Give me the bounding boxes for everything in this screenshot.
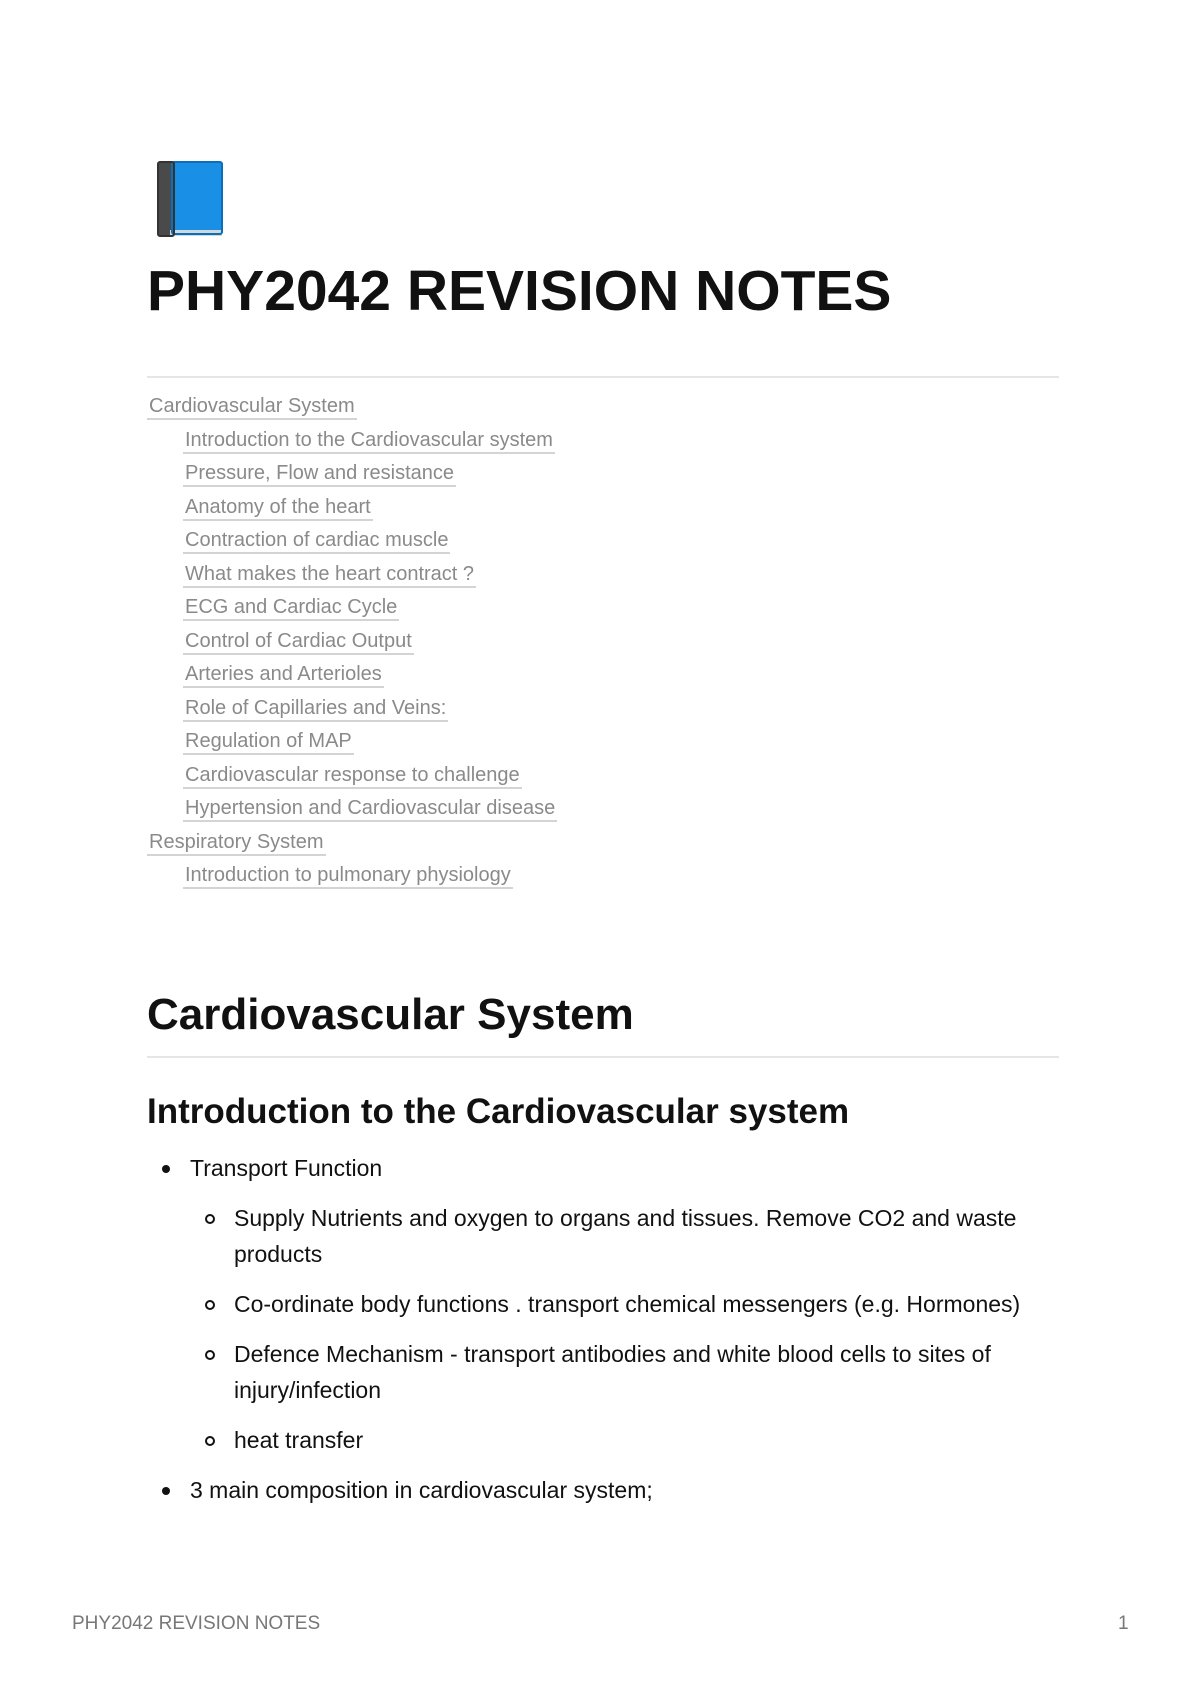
- bullet-circle-icon: [205, 1214, 215, 1224]
- blue-book-icon: [156, 160, 224, 238]
- blue-book-icon-svg: [156, 160, 224, 238]
- bullet-circle-icon: [205, 1350, 215, 1360]
- footer-page-number: 1: [1118, 1613, 1129, 1634]
- document-title: PHY2042 REVISION NOTES: [147, 259, 892, 323]
- toc-link-ecg[interactable]: ECG and Cardiac Cycle: [147, 591, 1059, 625]
- list-item-text: Transport Function: [190, 1155, 383, 1181]
- toc-link-hypertension[interactable]: Hypertension and Cardiovascular disease: [147, 792, 1059, 826]
- list-item: [147, 1150, 1059, 1186]
- table-of-contents: [147, 390, 1059, 893]
- toc-link-respiratory-system[interactable]: Respiratory System: [147, 826, 1059, 860]
- toc-link-challenge[interactable]: Cardiovascular response to challenge: [147, 759, 1059, 793]
- toc-link-pulmonary[interactable]: Introduction to pulmonary physiology: [147, 859, 1059, 893]
- toc-link-introduction[interactable]: Introduction to the Cardiovascular system: [147, 424, 1059, 458]
- bullet-dot-icon: [162, 1487, 170, 1495]
- section-heading: Cardiovascular System: [147, 990, 634, 1039]
- sub-list-item: [147, 1200, 1059, 1272]
- bullet-circle-icon: [205, 1436, 215, 1446]
- sub-list-item-text: Co-ordinate body functions . transport chemical messengers (e.g. Hormones): [234, 1291, 1021, 1317]
- sub-list-item-text: Supply Nutrients and oxygen to organs and tissues. Remove CO2 and waste products: [234, 1205, 1017, 1267]
- toc-link-what-makes-contract[interactable]: What makes the heart contract ?: [147, 558, 1059, 592]
- sub-list-item: [147, 1286, 1059, 1322]
- toc-link-contraction[interactable]: Contraction of cardiac muscle: [147, 524, 1059, 558]
- bullet-circle-icon: [205, 1300, 215, 1310]
- toc-link-capillaries[interactable]: Role of Capillaries and Veins:: [147, 692, 1059, 726]
- toc-link-cardiovascular-system[interactable]: Cardiovascular System: [147, 390, 1059, 424]
- sub-list-item: [147, 1422, 1059, 1458]
- toc-link-arteries[interactable]: Arteries and Arterioles: [147, 658, 1059, 692]
- bullet-dot-icon: [162, 1165, 170, 1173]
- sub-list-item-text: Defence Mechanism - transport antibodies and white blood cells to sites of injury/infection: [234, 1341, 991, 1403]
- toc-link-pressure-flow[interactable]: Pressure, Flow and resistance: [147, 457, 1059, 491]
- toc-link-cardiac-output[interactable]: Control of Cardiac Output: [147, 625, 1059, 659]
- sub-list-item-text: heat transfer: [234, 1427, 364, 1453]
- section-content: [147, 1150, 1059, 1522]
- toc-link-anatomy[interactable]: Anatomy of the heart: [147, 491, 1059, 525]
- list-item: [147, 1472, 1059, 1508]
- list-item-text: 3 main composition in cardiovascular system;: [190, 1477, 653, 1503]
- footer-document-title: PHY2042 REVISION NOTES: [72, 1613, 321, 1634]
- sub-list-item: [147, 1336, 1059, 1408]
- section-divider: [147, 1056, 1059, 1058]
- title-divider: [147, 376, 1059, 378]
- subsection-heading: Introduction to the Cardiovascular system: [147, 1092, 850, 1131]
- toc-link-map[interactable]: Regulation of MAP: [147, 725, 1059, 759]
